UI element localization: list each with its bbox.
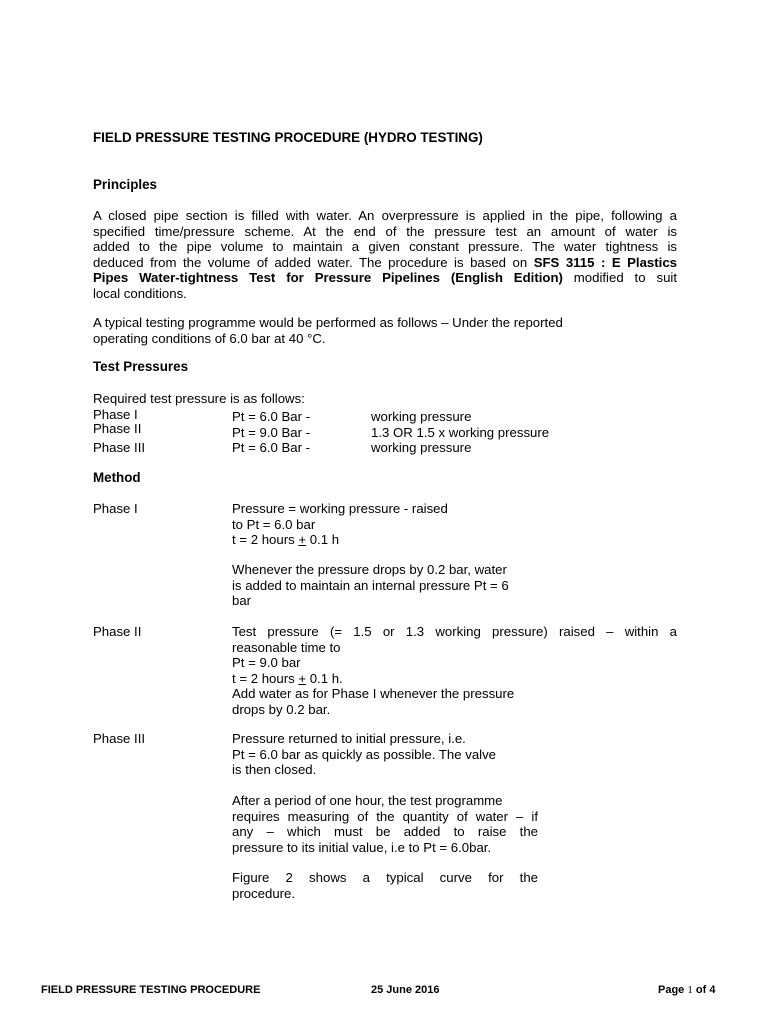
plus-minus-sign: + (298, 532, 307, 547)
footer-current-page: 1 (687, 984, 693, 996)
paragraph-line: local conditions. (93, 285, 187, 301)
standard-title: Pipes Water-tightness Test for Pressure Pipelines (English Edition) (93, 270, 563, 285)
method-line: any – which must be added to raise the (232, 824, 538, 839)
pressure-row-description: working pressure (371, 440, 472, 455)
method-line (232, 532, 448, 548)
paragraph-line: operating conditions of 6.0 bar at 40 °C. (93, 330, 326, 346)
pressure-row-description: 1.3 OR 1.5 x working pressure (371, 425, 550, 440)
footer-page-total: of 4 (692, 984, 716, 996)
test-pressures-intro: Required test pressure is as follows: (93, 391, 305, 406)
pressure-row-value: Pt = 6.0 Bar - (232, 409, 311, 424)
method-heading: Method (93, 470, 141, 485)
method-phase-1-note (232, 562, 509, 609)
principles-paragraph-1 (93, 208, 677, 301)
method-phase-3-note (232, 793, 538, 855)
pressure-row-value: Pt = 9.0 Bar - (232, 425, 311, 440)
paragraph-line (93, 255, 677, 271)
plus-minus-sign: + (298, 670, 307, 686)
method-line: Whenever the pressure drops by 0.2 bar, water (232, 562, 507, 577)
method-line: reasonable time to (232, 639, 341, 655)
method-text: 0.1 h (306, 532, 340, 547)
method-text: t = 2 hours (232, 670, 299, 686)
method-line: Pt = 6.0 bar as quickly as possible. The valve (232, 746, 497, 762)
method-line (232, 671, 677, 687)
paragraph-text: modified to suit (562, 270, 677, 285)
paragraph-line: specified time/pressure scheme. At the end of the pressure test an amount of water is (93, 223, 677, 239)
method-phase-label: Phase III (93, 731, 146, 746)
principles-paragraph-2 (93, 315, 563, 346)
footer-document-name: FIELD PRESSURE TESTING PROCEDURE (41, 984, 261, 996)
footer-page-label: Page (658, 984, 688, 996)
method-line: Figure 2 shows a typical curve for the (232, 870, 538, 885)
footer-date: 25 June 2016 (371, 984, 440, 996)
method-line: requires measuring of the quantity of water – if (232, 808, 538, 824)
method-line: Add water as for Phase I whenever the pressure (232, 686, 515, 701)
paragraph-line: A typical testing programme would be performed as follows – Under the reported (93, 315, 563, 330)
test-pressures-heading: Test Pressures (93, 359, 189, 374)
principles-heading: Principles (93, 177, 158, 192)
footer-page-number (658, 984, 715, 996)
method-line: is added to maintain an internal pressure Pt = 6 (232, 577, 509, 593)
method-phase-3-figure-note (232, 870, 538, 901)
method-phase-1-block (232, 501, 448, 548)
method-phase-2-block (232, 624, 677, 717)
method-line: After a period of one hour, the test programme (232, 793, 503, 808)
method-phase-3-block (232, 731, 496, 778)
method-line: Pressure returned to initial pressure, i.e. (232, 731, 466, 746)
document-title: FIELD PRESSURE TESTING PROCEDURE (HYDRO TESTING) (93, 130, 483, 145)
method-line: to Pt = 6.0 bar (232, 516, 316, 532)
pressure-row-phase: Phase II (93, 421, 142, 436)
method-text: 0.1 h. (306, 670, 343, 686)
standard-reference: SFS 3115 : E Plastics (533, 254, 677, 270)
paragraph-line: A closed pipe section is filled with water. An overpressure is applied in the pipe, following a (93, 208, 677, 223)
method-line: drops by 0.2 bar. (232, 701, 331, 717)
method-line: Test pressure (= 1.5 or 1.3 working pressure) raised – within a (232, 624, 677, 639)
method-line: Pressure = working pressure - raised (232, 501, 448, 516)
pressure-row-description: working pressure (371, 409, 472, 424)
method-line: is then closed. (232, 762, 317, 777)
method-phase-label: Phase I (93, 501, 138, 516)
method-line: pressure to its initial value, i.e to Pt = 6.0bar. (232, 839, 492, 855)
method-line: Pt = 9.0 bar (232, 655, 301, 670)
method-phase-label: Phase II (93, 624, 142, 639)
paragraph-line (93, 270, 677, 286)
paragraph-line: added to the pipe volume to maintain a given constant pressure. The water tightness is (93, 239, 677, 254)
pressure-row-phase: Phase I (93, 407, 138, 422)
method-text: t = 2 hours (232, 532, 299, 547)
pressure-row-phase: Phase III (93, 440, 146, 455)
paragraph-text: deduced from the volume of added water. The procedure is based on (93, 254, 534, 270)
method-line: bar (232, 593, 252, 608)
method-line: procedure. (232, 885, 296, 901)
pressure-row-value: Pt = 6.0 Bar - (232, 440, 311, 455)
